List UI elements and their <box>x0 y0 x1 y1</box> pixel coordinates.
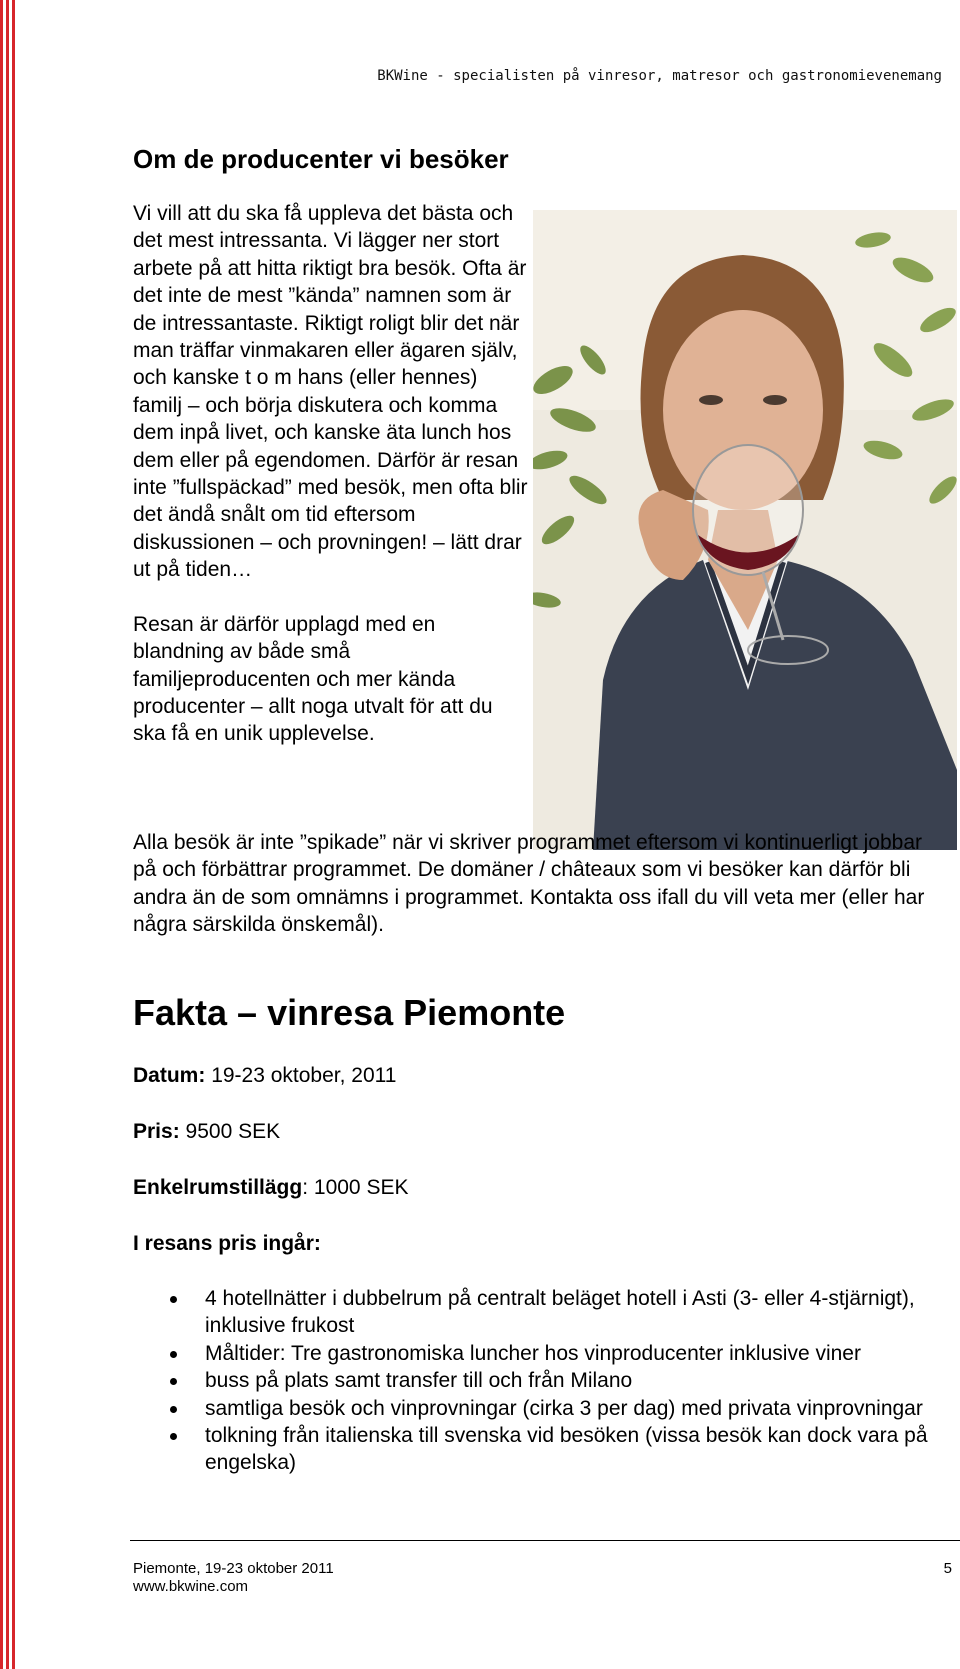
page-number: 5 <box>943 1560 952 1577</box>
bullet-icon <box>170 1406 177 1413</box>
page-footer <box>133 1560 334 1596</box>
intro-paragraph: Resan är därför upplagd med en blandning av både små familjeproducenten och mer kända producenter – allt noga utvalt för att du ska få en unik upplevelse. <box>133 612 493 746</box>
fact-label: Datum: <box>133 1064 206 1087</box>
includes-title: I resans pris ingår: <box>133 1232 321 1255</box>
page-border-line <box>12 0 15 1669</box>
bullet-icon <box>170 1296 177 1303</box>
fact-enkelrum <box>133 1176 408 1200</box>
footer-divider <box>130 1540 960 1541</box>
page-header: BKWine - specialisten på vinresor, matresor och gastronomievenemang <box>377 68 942 84</box>
fact-label: Enkelrumstillägg <box>133 1176 303 1199</box>
list-item-text: tolkning från italienska till svenska vid besöken (vissa besök kan dock vara på engelska) <box>205 1424 928 1475</box>
fact-value: 19-23 oktober, 2011 <box>211 1064 397 1087</box>
page-border-line <box>6 0 9 1669</box>
intro-text <box>133 200 528 775</box>
fakta-title: Fakta – vinresa Piemonte <box>133 992 566 1033</box>
fact-datum <box>133 1064 396 1088</box>
bullet-icon <box>170 1351 177 1358</box>
list-item-text: 4 hotellnätter i dubbelrum på centralt beläget hotell i Asti (3- eller 4-stjärnigt), inklusive frukost <box>205 1287 915 1338</box>
list-item <box>133 1285 953 1340</box>
info-paragraph: Alla besök är inte ”spikade” när vi skriver programmet eftersom vi kontinuerligt jobbar på och förbättrar programmet. De domäner / châteaux som vi besöker kan därför bli andra än de som omnämns i programmet. Kontakta oss ifall du vill veta mer (eller har några särskilda önskemål). <box>133 831 925 937</box>
list-item-text: buss på plats samt transfer till och från Milano <box>205 1369 633 1393</box>
fact-value: 9500 SEK <box>185 1120 281 1143</box>
list-item <box>133 1422 953 1477</box>
footer-url: www.bkwine.com <box>133 1578 249 1595</box>
fact-label: Pris: <box>133 1120 180 1143</box>
list-item <box>133 1340 953 1367</box>
bullet-icon <box>170 1433 177 1440</box>
footer-title: Piemonte, 19-23 oktober 2011 <box>133 1560 334 1577</box>
intro-paragraph: Vi vill att du ska få uppleva det bästa och det mest intressanta. Vi lägger ner stort arbete på att hitta riktigt bra besök. Ofta är det inte de mest ”kända” namnen som är de intressantaste. Riktigt roligt blir det när man träffar vinmakaren eller ägaren själv, och kanske t o m hans (eller hennes) familj – och börja diskutera och komma dem inpå livet, och kanske äta lunch hos dem eller på egendomen. Därför är resan inte ”fullspäckad” med besök, men ofta blir det ändå snålt om tid eftersom diskussionen – och provningen! – lätt drar ut på tiden… <box>133 202 528 582</box>
list-item <box>133 1395 953 1422</box>
list-item <box>133 1367 953 1394</box>
section-title: Om de producenter vi besöker <box>133 144 509 174</box>
includes-list <box>133 1285 953 1477</box>
winemaker-photo <box>533 210 957 850</box>
fact-value: : 1000 SEK <box>302 1176 409 1199</box>
fact-pris <box>133 1120 280 1144</box>
list-item-text: samtliga besök och vinprovningar (cirka 3 per dag) med privata vinprovningar <box>205 1396 923 1420</box>
page-border-line <box>0 0 3 1669</box>
list-item-text: Måltider: Tre gastronomiska luncher hos vinproducenter inklusive viner <box>205 1341 861 1365</box>
bullet-icon <box>170 1378 177 1385</box>
